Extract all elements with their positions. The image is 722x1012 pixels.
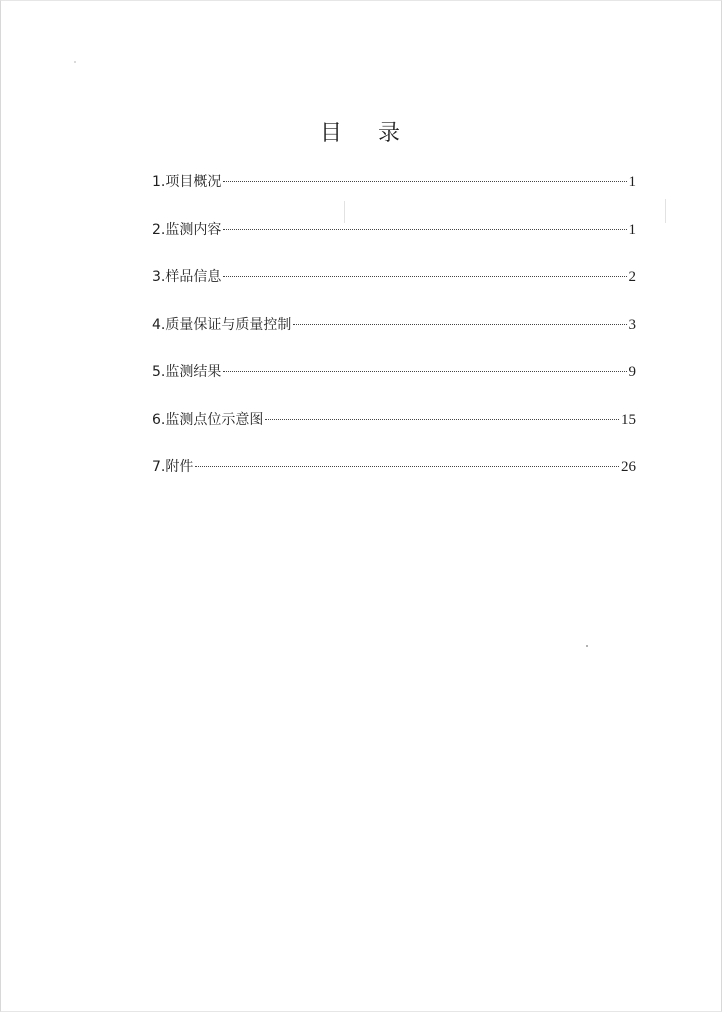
toc-dot-leader — [195, 466, 619, 467]
toc-dot-leader — [265, 419, 619, 420]
toc-dot-leader — [223, 371, 626, 372]
toc-entry-page: 3 — [628, 316, 636, 333]
toc-dot-leader — [223, 229, 626, 230]
toc-entry-page: 15 — [621, 411, 636, 428]
scan-artifact-line — [665, 199, 666, 223]
toc-title — [1, 116, 721, 147]
toc-entry-label: 6.监测点位示意图 — [152, 411, 264, 428]
toc-entry-page: 1 — [628, 174, 636, 190]
toc-entry[interactable] — [152, 219, 636, 267]
toc-entry[interactable] — [152, 314, 636, 362]
toc-entry-page: 2 — [628, 269, 636, 285]
toc-entry-page: 1 — [628, 221, 636, 238]
toc-dot-leader — [223, 181, 626, 182]
toc-entry-label: 3.样品信息 — [152, 269, 222, 285]
toc-entry[interactable] — [152, 409, 636, 457]
toc-list — [152, 171, 636, 504]
toc-dot-leader — [223, 276, 626, 277]
toc-entry-label: 4.质量保证与质量控制 — [152, 316, 292, 333]
toc-title-part2: 录 — [378, 121, 403, 146]
toc-entry[interactable] — [152, 171, 636, 219]
toc-entry[interactable] — [152, 456, 636, 504]
scan-artifact-speck — [586, 645, 588, 647]
scan-artifact-speck — [74, 61, 76, 63]
toc-entry-page: 9 — [628, 364, 636, 380]
scan-artifact-line — [344, 201, 345, 223]
toc-entry[interactable] — [152, 361, 636, 409]
toc-entry[interactable] — [152, 266, 636, 314]
toc-entry-label: 1.项目概况 — [152, 174, 222, 190]
toc-dot-leader — [293, 324, 626, 325]
toc-title-part1: 目 — [319, 121, 344, 146]
toc-entry-label: 7.附件 — [152, 459, 194, 475]
toc-entry-label: 5.监测结果 — [152, 364, 222, 380]
toc-entry-label: 2.监测内容 — [152, 221, 222, 238]
toc-entry-page: 26 — [621, 459, 636, 475]
